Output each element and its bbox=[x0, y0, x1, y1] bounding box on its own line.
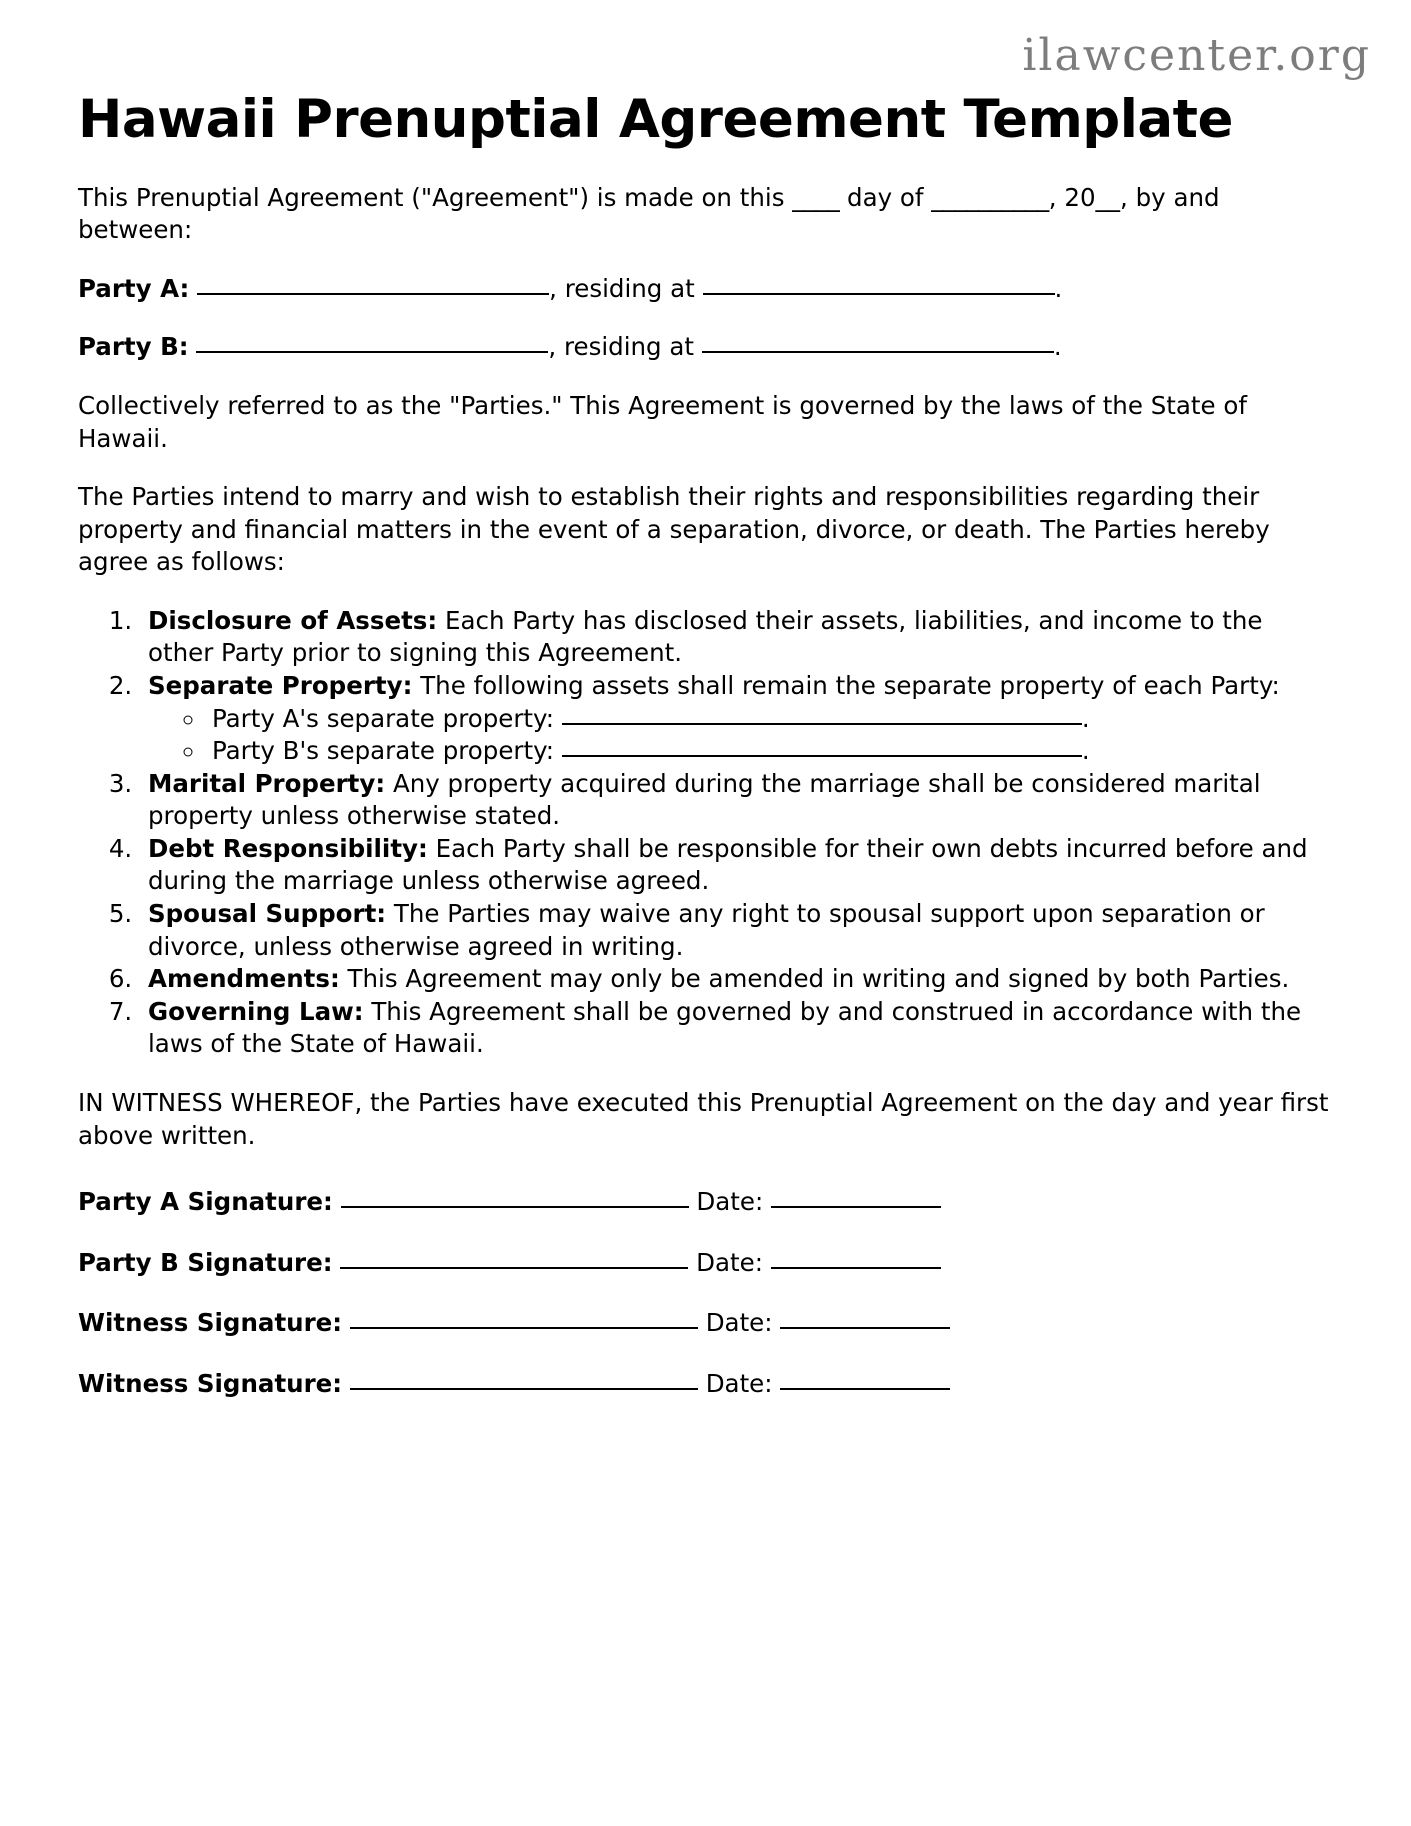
party-a-address-blank bbox=[703, 293, 1055, 295]
party-b-residing-text: , residing at bbox=[548, 332, 695, 362]
signature-block bbox=[78, 1186, 1333, 1400]
date-label: Date: bbox=[696, 1187, 764, 1217]
witness-1-signature-blank bbox=[350, 1327, 698, 1329]
witness-1-date-blank bbox=[780, 1327, 950, 1329]
intro-blank-day: ____ bbox=[792, 182, 840, 212]
clause-heading: Separate Property: bbox=[148, 671, 413, 700]
clause-heading: Governing Law: bbox=[148, 996, 364, 1026]
clause-item-2 bbox=[140, 670, 1333, 768]
clause-item-6 bbox=[140, 963, 1333, 996]
party-a-signature-blank bbox=[341, 1206, 689, 1208]
clause-list bbox=[78, 605, 1333, 1061]
signature-label: Party B Signature: bbox=[78, 1247, 333, 1277]
signature-row-witness-2 bbox=[78, 1368, 1333, 1401]
date-label: Date: bbox=[705, 1368, 773, 1398]
clause-text: Each Party shall be responsible for their own debts incurred before and during the marriage unless otherwise agreed. bbox=[148, 833, 1308, 896]
party-a-line bbox=[78, 273, 1333, 306]
party-a-label: Party A: bbox=[78, 273, 190, 303]
party-b-name-blank bbox=[196, 351, 548, 353]
clause-text: This Agreement shall be governed by and construed in accordance with the laws of the State of Hawaii. bbox=[148, 996, 1302, 1059]
party-b-signature-blank bbox=[340, 1267, 688, 1269]
signature-row-party-a bbox=[78, 1186, 1333, 1219]
date-label: Date: bbox=[705, 1308, 773, 1338]
party-b-separate-property-blank bbox=[562, 755, 1082, 757]
clause-item-1 bbox=[140, 605, 1333, 670]
clause-text: Any property acquired during the marriage shall be considered marital property unless otherwise stated. bbox=[148, 768, 1261, 831]
date-label: Date: bbox=[696, 1247, 763, 1277]
clause-heading: Spousal Support: bbox=[148, 899, 387, 929]
collective-paragraph: Collectively referred to as the "Parties." This Agreement is governed by the laws of the State of Hawaii. bbox=[78, 390, 1247, 453]
signature-label: Witness Signature: bbox=[78, 1368, 343, 1398]
party-a-end-punct: . bbox=[1054, 273, 1063, 303]
witness-2-date-blank bbox=[780, 1388, 950, 1390]
clause-text: Each Party has disclosed their assets, liabilities, and income to the other Party prior to signing this Agreement. bbox=[148, 605, 1263, 668]
witness-whereof-paragraph: IN WITNESS WHEREOF, the Parties have executed this Prenuptial Agreement on the day and year first above written. bbox=[78, 1087, 1329, 1150]
site-watermark: ilawcenter.org bbox=[1022, 30, 1371, 81]
sub-item-label: Party B's separate property: bbox=[212, 736, 555, 766]
clause-item-7 bbox=[140, 996, 1333, 1061]
party-b-address-blank bbox=[702, 351, 1054, 353]
clause-heading: Amendments: bbox=[148, 964, 340, 994]
party-b-label: Party B: bbox=[78, 332, 189, 362]
party-b-date-blank bbox=[771, 1267, 941, 1269]
intro-blank-month: __________ bbox=[931, 182, 1049, 212]
signature-row-witness-1 bbox=[78, 1307, 1333, 1340]
clause-heading: Disclosure of Assets: bbox=[148, 605, 438, 635]
clause-text: The following assets shall remain the separate property of each Party: bbox=[412, 671, 1280, 700]
witness-2-signature-blank bbox=[350, 1388, 698, 1390]
party-a-residing-text: , residing at bbox=[549, 273, 695, 303]
sub-item-label: Party A's separate property: bbox=[212, 703, 555, 733]
sub-item-end-punct: . bbox=[1081, 703, 1090, 733]
clause-item-4 bbox=[140, 833, 1333, 898]
intro-part-1: This Prenuptial Agreement ("Agreement") is made on this bbox=[78, 182, 793, 212]
document-body bbox=[78, 148, 1333, 1401]
signature-label: Witness Signature: bbox=[78, 1308, 343, 1338]
clause-heading: Debt Responsibility: bbox=[148, 833, 428, 863]
clause-text: This Agreement may only be amended in writing and signed by both Parties. bbox=[339, 964, 1290, 994]
party-b-line bbox=[78, 331, 1333, 364]
signature-row-party-b bbox=[78, 1247, 1333, 1280]
party-a-date-blank bbox=[771, 1206, 941, 1208]
page-title: Hawaii Prenuptial Agreement Template bbox=[78, 89, 1233, 150]
intent-paragraph: The Parties intend to marry and wish to establish their rights and responsibilities regarding their property and financial matters in the event of a separation, divorce, or death. The Parties hereby agree as follows: bbox=[78, 482, 1270, 577]
clause-heading: Marital Property: bbox=[148, 768, 386, 798]
intro-part-3: , 20__, by and between: bbox=[78, 182, 1220, 245]
clause-item-5 bbox=[140, 898, 1333, 963]
sub-item-party-a-property bbox=[206, 703, 1333, 736]
party-a-separate-property-blank bbox=[562, 723, 1082, 725]
signature-label: Party A Signature: bbox=[78, 1187, 333, 1217]
intro-part-2: day of bbox=[839, 182, 932, 212]
party-b-end-punct: . bbox=[1053, 332, 1062, 362]
party-a-name-blank bbox=[197, 293, 549, 295]
clause-item-3 bbox=[140, 768, 1333, 833]
separate-property-sublist bbox=[148, 703, 1333, 768]
intro-paragraph bbox=[78, 182, 1333, 247]
clause-text: The Parties may waive any right to spousal support upon separation or divorce, unless otherwise agreed in writing. bbox=[148, 899, 1265, 961]
sub-item-end-punct: . bbox=[1081, 736, 1090, 766]
sub-item-party-b-property bbox=[206, 735, 1333, 768]
